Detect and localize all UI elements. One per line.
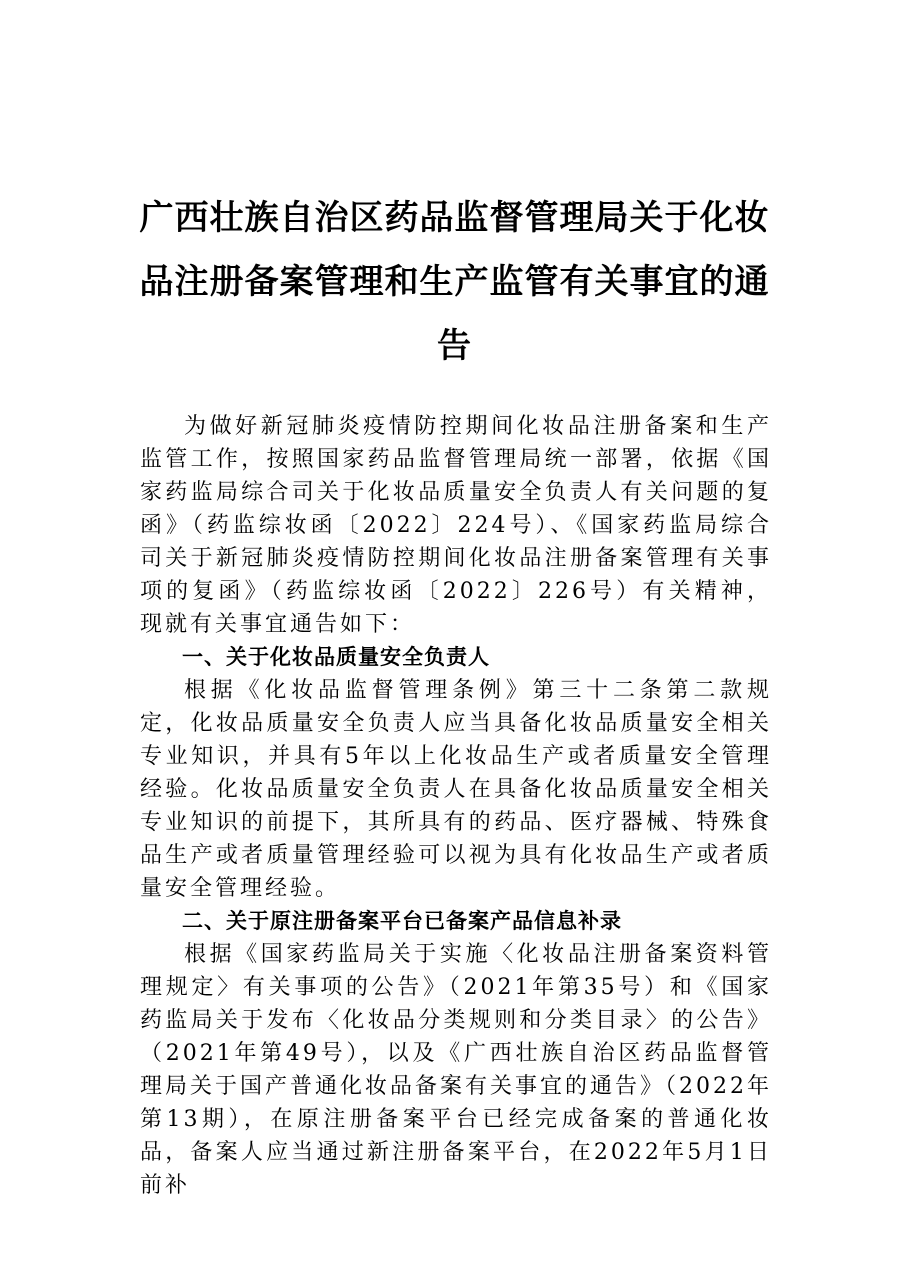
section-1-heading: 一、关于化妆品质量安全负责人 <box>182 645 490 669</box>
title-line-1: 广西壮族自治区药品监督管理局关于化妆 <box>139 198 770 238</box>
title-line-2: 品注册备案管理和生产监管有关事宜的通 <box>139 262 770 302</box>
intro-paragraph: 为做好新冠肺炎疫情防控期间化妆品注册备案和生产监管工作，按照国家药品监督管理局统一部署，依据《国家药监局综合司关于化妆品质量安全负责人有关问题的复函》（药监综妆函〔2022〕224号）、《国家药监局综合司关于新冠肺炎疫情防控期间化妆品注册备案管理有关事项的复函》（药监综妆函〔2022〕226号）有关精神，现就有关事宜通告如下： <box>140 414 772 637</box>
section-2-heading: 二、关于原注册备案平台已备案产品信息补录 <box>182 909 622 933</box>
section-2-paragraph: 根据《国家药监局关于实施〈化妆品注册备案资料管理规定〉有关事项的公告》（2021年第35号）和《国家药监局关于发布〈化妆品分类规则和分类目录〉的公告》（2021年第49号），以及《广西壮族自治区药品监督管理局关于国产普通化妆品备案有关事宜的通告》（2022年第13期），在原注册备案平台已经完成备案的普通化妆品，备案人应当通过新注册备案平台，在2022年5月1日前补 <box>140 942 772 1198</box>
title-line-3: 告 <box>437 326 472 366</box>
document-title <box>130 186 779 378</box>
document-body <box>140 410 772 1202</box>
section-1-paragraph: 根据《化妆品监督管理条例》第三十二条第二款规定，化妆品质量安全负责人应当具备化妆品质量安全相关专业知识，并具有5年以上化妆品生产或者质量安全管理经验。化妆品质量安全负责人在具备化妆品质量安全相关专业知识的前提下，其所具有的药品、医疗器械、特殊食品生产或者质量管理经验可以视为具有化妆品生产或者质量安全管理经验。 <box>140 678 772 901</box>
